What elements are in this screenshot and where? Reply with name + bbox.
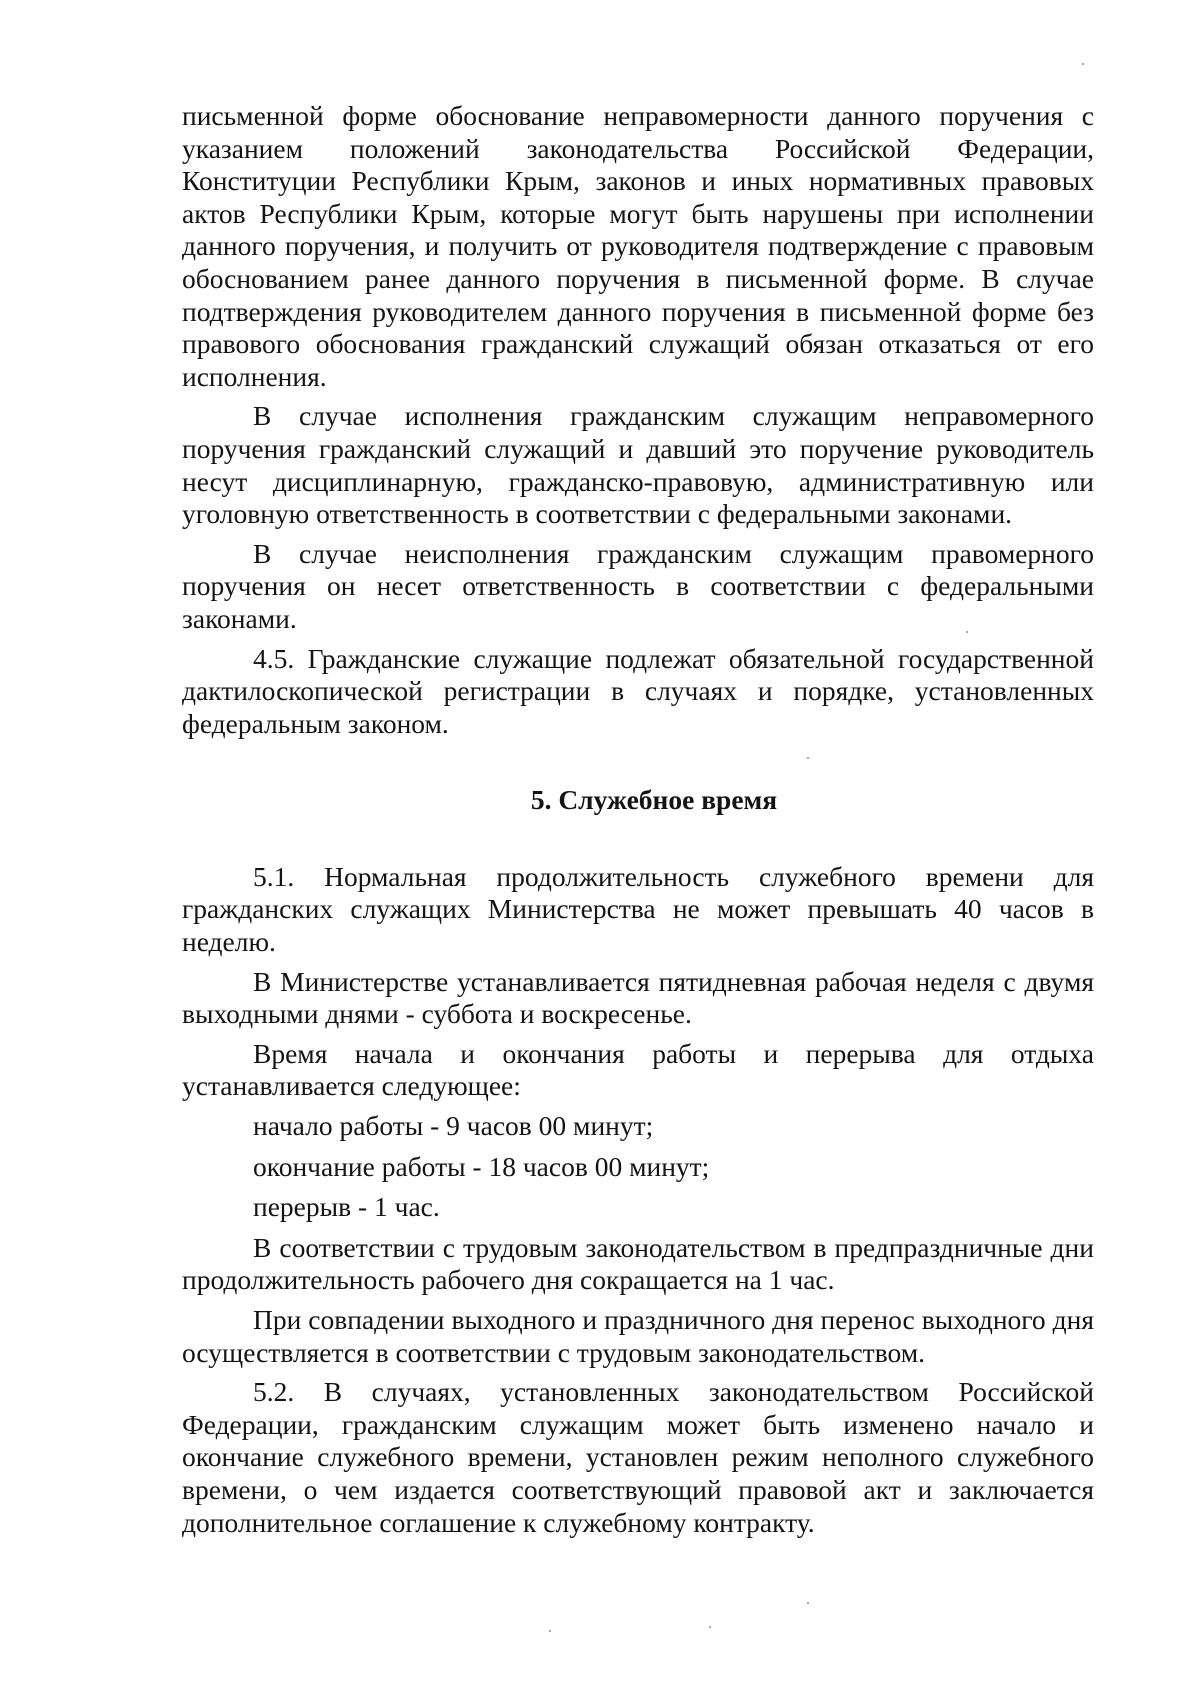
paragraph-unlawful-order-liability: В случае исполнения гражданским служащим неправомерного поручения гражданский служащий и давший это поручение руководитель несут дисциплинарную, гражданско-правовую, административную или уголовную ответственность в соответствии с федеральными законами. [182,400,1094,530]
scan-speck [709,1626,711,1628]
schedule-break: перерыв - 1 час. [253,1191,440,1223]
paragraph-lawful-order-refusal: В случае неисполнения гражданским служащим правомерного поручения он несет ответственность в соответствии с федеральными законами. [182,537,1094,634]
scan-speck [1082,63,1084,65]
paragraph-schedule-intro: Время начала и окончания работы и перерыва для отдыха устанавливается следующее: [182,1037,1094,1102]
paragraph-pre-holiday: В соответствии с трудовым законодательством в предпраздничные дни продолжительность рабочего дня сокращается на 1 час. [182,1231,1094,1296]
scan-speck [966,631,968,633]
document-page [182,100,1094,1546]
schedule-start: начало работы - 9 часов 00 минут; [253,1110,654,1142]
paragraph-day-off-transfer: При совпадении выходного и праздничного дня перенос выходного дня осуществляется в соответствии с трудовым законодательством. [182,1304,1094,1368]
paragraph-five-day-week: В Министерстве устанавливается пятидневная рабочая неделя с двумя выходными днями - суббота и воскресенье. [182,965,1094,1030]
scan-speck [807,1602,809,1604]
scan-speck [549,1630,551,1632]
paragraph-5-2-schedule-change: 5.2. В случаях, установленных законодательством Российской Федерации, гражданским служащим может быть изменено начало и окончание служебного времени, установлен режим неполного служебного времени, о чем издается соответствующий правовой акт и заключается дополнительное соглашение к служебному контракту. [182,1376,1094,1538]
paragraph-continuation: письменной форме обоснование неправомерности данного поручения с указанием положений законодательства Российской Федерации, Конституции Республики Крым, законов и иных нормативных правовых актов Республики Крым, которые могут быть нарушены при исполнении данного поручения, и получить от руководителя подтверждение с правовым обоснованием ранее данного поручения в письменной форме. В случае подтверждения руководителем данного поручения в письменной форме без правового обоснования гражданский служащий обязан отказаться от его исполнения. [182,100,1094,392]
paragraph-4-5-fingerprint-registration: 4.5. Гражданские служащие подлежат обязательной государственной дактилоскопической регистрации в случаях и порядке, установленных федеральным законом. [182,642,1094,739]
section-heading: 5. Служебное время [530,784,778,816]
scan-speck [807,757,809,759]
schedule-end: окончание работы - 18 часов 00 минут; [253,1150,710,1182]
paragraph-5-1-working-hours: 5.1. Нормальная продолжительность служебного времени для гражданских служащих Министерства не может превышать 40 часов в неделю. [182,860,1094,958]
